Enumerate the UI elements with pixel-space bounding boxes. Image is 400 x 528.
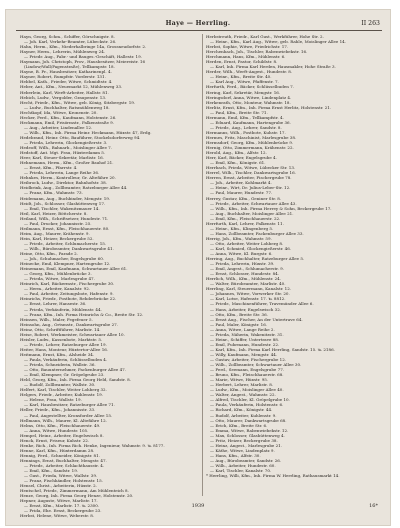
directory-entry: Herrig, Joh., Kfm., Wahmstr. 59. xyxy=(206,235,272,241)
directory-entry: — Paul, Maler, Königstr. 16. xyxy=(210,321,268,327)
directory-entry: Heinrichs, Friedr., Postbote, Rehderbrücke 22. xyxy=(20,296,117,302)
directory-entry: Henne, Karl, Kfm., Hüxterdamm 28. xyxy=(20,447,95,453)
directory-entry: Hahn, Herm., Kfm., Niederhalbringe 14a, Grossneudorfstr. 2. xyxy=(20,44,147,50)
directory-entry: Hensel, Christ., Arbeiterin, Hüxstr. 2. xyxy=(20,483,97,489)
directory-entry: Hecker, Ferd., Kfm., Kaufmann, Holstenstr. 26. xyxy=(20,114,117,120)
directory-entry: — Emil, Kfm., Fleischhauerstr. 22. xyxy=(210,215,281,221)
directory-entry: Held, Georg, Kfm., Inh. Firma Georg Held, Sandstr. 8. xyxy=(20,377,131,383)
directory-entry: — Anna, Witwe, Hundestr. 105. xyxy=(24,427,89,433)
directory-entry: Heinz, Otto, Schriftführer, Marlistr. 14. xyxy=(20,326,101,332)
directory-entry: — Ernst, Lehrer, Hansestr. 36. xyxy=(24,301,87,307)
directory-entry: Heckmann, Emil, Frisörmstr., Falkenstraße 9. xyxy=(20,119,114,125)
directory-entry: — Paula, Verkäuferin, Holstenstr. 6. xyxy=(210,402,284,408)
directory-entry: — Karl, Inh. Firma Karl Herden, Hausmakler, Hohe Straße 3. xyxy=(210,64,336,70)
directory-entry: Helgers, Friedr., Arbeiter, Kuhlenstr. 19. xyxy=(20,392,104,398)
signature-mark: 16* xyxy=(369,503,378,509)
directory-entry: Herr, Karl, Bäcker, Engelsgrube 4. xyxy=(206,155,277,161)
directory-entry: — Friedr. Aug., Fabr.- und Bauges.-Geschäft, Hallestr. 19. xyxy=(24,54,142,60)
directory-entry: Herchmann, Hans, Kfm., Mühlenstr. 6. xyxy=(206,54,286,60)
directory-entry: — Friedr., Lehrer, Ratzeburger Allee 19. xyxy=(24,341,107,347)
directory-entry: Heim, Aug., Maurer, Krähenstr. 9. xyxy=(20,230,90,236)
directory-entry: Hermanns, Wilh., Postbote, Kuhstr. 17. xyxy=(206,129,286,135)
directory-entry: — Heinr., Kfm., Breite Str. 40. xyxy=(210,74,272,80)
directory-entry: — Herbert, Lehrer, Marlistr. 8. xyxy=(210,382,274,388)
directory-entry: Heisler, Ludw., Kassenbote, Marktstr. 5. xyxy=(20,336,103,342)
directory-entry: — Franz, Kfm., Inh. Firma Heinrichs & Co., Breite Str. 12. xyxy=(24,311,144,317)
directory-entry: Herrfurth, Karl, Lehrer, Falkenstr. 11. xyxy=(206,220,284,226)
directory-entry: — Wilh., Kfm., Inh. Firma Heinr. Heckmann, Hüxstr. 47, Erdg. xyxy=(24,129,152,135)
directory-entry: — Anna, Witwe, Kl. Burgstr. 6. xyxy=(210,251,273,257)
left-column xyxy=(20,34,200,519)
directory-entry: Herrling, Karl, Steuermann, Kanalstr. 12. xyxy=(206,286,292,292)
directory-entry: — Frieda, Verkäuferin, Mühlenstr. 44. xyxy=(24,306,102,312)
directory-entry: Heiland, Wilh., Schriftsetzer, Hundestr. 71. xyxy=(20,215,109,221)
directory-entry: — Karl, Schmied, Glockengießerstr. 46. xyxy=(210,245,292,251)
directory-entry: — Paul, Kfm., Breite Str. 71. xyxy=(210,109,268,115)
directory-entry: Hedebrand, Heinr. Otto, Bauführer, Stockelsdorferweg 94. xyxy=(20,134,141,140)
directory-entry: — Emil, Fuhrmann, Hundestr. 22. xyxy=(210,341,280,347)
directory-entry: — Hans, Zollbeamter, Fackenburger Allee 33. xyxy=(210,230,304,236)
directory-entry: — Eduard, Kaufmann, Hartengrube 36. xyxy=(210,119,291,125)
directory-entry: — Ernst, Kfm., Pfarrstr. 4. xyxy=(24,165,78,171)
directory-entry: — Friedr., Arbeiter, Schlachthausstr. 4. xyxy=(24,462,105,468)
directory-entry: Hermann, Emil, Kfm., Tellkampfstr. 4. xyxy=(206,114,284,120)
directory-entry: — Friedr., Maschinenführer, Travemünder Allee 6. xyxy=(210,301,314,307)
directory-entry: Heinsohn, Aug., Ortsmstr., Dankwartsgrube 27. xyxy=(20,321,119,327)
directory-entry: Herrel, Wilh., Tischler, Dankwartsgrube 16. xyxy=(206,170,296,176)
directory-entry: — Joh., Schuhmacher, Engelsgrube 60. xyxy=(24,256,105,262)
directory-entry: Hellmann, Wilh., Maurer, Kl. Altefähre 12. xyxy=(20,417,107,423)
directory-entry: — Heinr., Wirt, Dr. Julius-Leber-Str. 12. xyxy=(210,185,291,191)
directory-entry: — Ludw., Kfm., Moislinger Allee 40. xyxy=(210,387,284,393)
directory-entry: Herbst, Sophie, Witwe, Friedrichstr. 17. xyxy=(206,44,289,50)
directory-entry: Hennig, Ferd., Schneider, Königstr. 81. xyxy=(20,452,100,458)
directory-entry: Haymann, Joh. Christoph, Prov., Hausbesitzer, Meiereistr. 16 (Lindow/Wall/Pagenstraße), Tellkampstr. 18. xyxy=(20,59,146,70)
directory-entry: Helfert, Karl, Tischler, Weiter Lohberg 32. xyxy=(20,387,107,393)
directory-entry: — Friedr., Arbeiter, Schwartauer Allee 43. xyxy=(210,200,297,206)
page-header xyxy=(6,18,390,30)
directory-entry: — Emil, Kfm., Königstr. 61. xyxy=(210,160,266,166)
directory-entry: Heber, Ant., Kfm., Neuemarkt 12, Mühlenweg 33. xyxy=(20,84,123,90)
directory-entry: — Hans, Arbeiter, Engelswisch 32. xyxy=(210,306,282,312)
directory-entry: Hebbel, Kath., Frieder, Witwe, Schmidtstr. 4. xyxy=(20,79,113,85)
directory-entry: — Paula, Verkäuferin, Schlüsselbuden 4. xyxy=(24,357,108,362)
directory-entry: Heidemann, Aug., Buchbinder, Mengstr. 19. xyxy=(20,195,111,201)
directory-entry: Hayner, Robert, Rumpfstr. Vorderstr. 131. xyxy=(20,74,106,80)
directory-entry: Heinsen, Wilh., Maler, Fegefeuer 5. xyxy=(20,316,93,322)
directory-entry: Hedeoff, Wilh., Bahnarb., Moislinger Allee 7. xyxy=(20,145,112,151)
directory-entry: Herbst, Helene, Witwe, Weberstr. 8. xyxy=(20,513,95,519)
page-footer xyxy=(6,503,390,509)
directory-entry: Herring, Aug., Buchhalter, Ratzeburger Allee 5. xyxy=(206,256,305,262)
directory-entry: Hayne, B. Pr., Hausbesitzer, Katharinenpl. 4. xyxy=(20,69,112,75)
directory-entry: — Otto, Kfm., Breite Str. 36. xyxy=(210,311,268,317)
directory-entry: Hempel, Heinr., Arbeiter, Engelswisch 8. xyxy=(20,432,104,438)
directory-entry: — Emil, Angest., Schlumacherstr. 9. xyxy=(210,266,284,272)
directory-entry: — Walter, Angest., Wahmstr. 22. xyxy=(210,392,276,398)
directory-entry: — Ferd., Seemann, Engelsgrube 77. xyxy=(210,367,285,373)
directory-entry: — Käthe, Witwe, Lindenplatz 9. xyxy=(210,447,275,453)
directory-entry: Heinecke, Emil, Klempner, Hartengrube 12. xyxy=(20,261,111,267)
directory-entry: — Aug., Buchhalter, Moislinger Allee 21. xyxy=(210,210,294,216)
directory-entry: Hein, Karl, Heizer, Beckergrube 52. xyxy=(20,235,94,241)
directory-entry: — Franz, Fischhändler, Holstenstr. 15. xyxy=(24,478,103,484)
directory-entry: — Paul, Angestellter, Kronsforder Allee 15. xyxy=(24,412,113,418)
directory-entry: Heberlein, Karl, Werft-Arbeiter, Hallstr. 81. xyxy=(20,89,109,95)
directory-entry: Hernig, Otto, Zimmermann, Krähenstr. 22. xyxy=(206,145,294,151)
directory-entry: — Alfred, Tischler, Kl. Gröpelgrube 10. xyxy=(210,397,290,403)
directory-entry: Hebich, Ludw., Vergolder, Graupenstr. 13. xyxy=(20,94,107,100)
directory-entry: Heilmann, Ernst, Kfm., Fleischhauerstr. 80. xyxy=(20,225,110,231)
directory-entry: — Frieda, Lehrerin, Glockengießerstr. 3. xyxy=(24,139,108,145)
directory-page xyxy=(6,10,390,525)
directory-entry: Herrey, Gustav, Kfm., Geniner Str. 8. xyxy=(206,195,282,201)
directory-entry: — Heinr., Kfm., Karl Aug., Witwe, geb. Rahle, Moislinger Allee 14. xyxy=(210,39,347,45)
directory-entry: Herrbach, Frieda, Witwe, Lübecker Str. 13. xyxy=(206,165,296,171)
directory-entry: — Gustav, Arbeiter, Fischergrube 12. xyxy=(210,357,287,362)
directory-entry: — Willy, Kaufmann, Mengstr. 44. xyxy=(210,351,278,357)
directory-entry: — Karl, Kfm., Inh. Firma Karl Herrling, Sandstr. 15. ℡ 2186. xyxy=(210,346,335,352)
directory-entry: Herrlich, Wilh., Kfm., Mühlenstr. 24. xyxy=(206,276,282,282)
directory-entry: Heine, Otto, Kfm., Parade 2. xyxy=(20,251,79,257)
directory-entry: Hepner, Auguste, Witwe, Marlistr. 17. xyxy=(20,498,98,504)
directory-entry: — Richard, Kfm., Königstr. 44. xyxy=(210,407,273,413)
directory-entry: — Rudolf, Zollbeamter, Wallstr. 30. xyxy=(24,382,96,388)
directory-entry: — Georg, Kfm., Mühlenbrücke 3. xyxy=(24,271,92,277)
footer-year: 1939 xyxy=(191,503,205,509)
directory-entry: Hayn, Georg, Schm., Schiffer, Görschnigstr. 8. xyxy=(20,34,115,39)
directory-entry: — Erich, Kfm., Breite Str. 6. xyxy=(210,422,268,428)
directory-entry: Herlitz, Ernst, Kfm., Inh. Firma Ernst Herlitz, Holstenstr. 21. xyxy=(206,104,332,110)
directory-entry: — Karl, Tischler, Kanalstr. 70. xyxy=(210,468,272,474)
directory-entry: — Emil, Klempner, Gr. Gröpelgrube 23. xyxy=(24,372,105,378)
directory-entry: Herbstreuth, Friedr., Karl Gust., Werkführer, Hohe Str. 2. xyxy=(206,34,324,39)
directory-entry: — Emma, Witwe, Rabenwiebekstr. 12. xyxy=(210,427,289,433)
directory-entry: Henck, Ernst, Friseur, Kuhstr. 22. xyxy=(20,437,90,443)
directory-entry: — Frida, Ehe. Ernst, Beckergrube 23. xyxy=(24,508,102,514)
directory-entry: — Herm., Arbeiter, Kanalstr. 92. xyxy=(24,286,91,292)
directory-entry: — Frieda, Lehrerin, Hüxstr. 39. xyxy=(210,261,275,267)
header-rule xyxy=(16,30,382,31)
directory-entry: — Paul, Arbeiter, Zeitungsbote, Hafenstr. 9. xyxy=(24,291,114,297)
directory-entry: Heidbrink, Aug., Zollbeamter, Ratzeburger Allee 44. xyxy=(20,185,128,191)
directory-entry: Heise, Robert, Werkmeister, Schwartauer Allee 10. xyxy=(20,331,125,337)
directory-entry: — Paul, Drucker, Johannisstr. 25. xyxy=(24,220,92,226)
directory-entry: Herkenrath, Otto, Monteur, Wahmstr. 18. xyxy=(206,99,291,105)
directory-entry: — Walter, Bürobeamter, Marlistr. 40. xyxy=(210,281,286,287)
directory-entry: Herold, Aug., Kfm., Alfstr. 12. xyxy=(206,150,267,156)
directory-entry: — Gust., Frieda, Witwe, Wallstr. 39. xyxy=(24,473,98,479)
directory-entry: — Franz, Kfm., Wahmstr. 73. xyxy=(24,190,83,196)
directory-entry: Heil, Karl, Heizer, Böttcherstr. 8. xyxy=(20,210,88,216)
directory-entry: Hehnemann, Herm., Kfm., Großer Bauhof 21. xyxy=(20,160,114,166)
directory-entry: Hehnkes, Herm., Kontrolleur, Gr. Altefähre 20. xyxy=(20,175,116,181)
directory-entry: Henze, Georg, Inh. Firma Georg Henze, Holstenstr. 20. xyxy=(20,493,134,499)
directory-entry: — Ludw., Buchhalter, Ratsmühlenweg 18. xyxy=(24,104,110,110)
directory-entry: Hennings, Ernst, Buchhalter, Mengstr. 47. xyxy=(20,457,107,463)
directory-entry: — Friedr., Arbeiter, Schlumacherstr. 15. xyxy=(24,240,107,246)
directory-entry: Heer, Karl, Steuer-Sekretär, Marlistr. 16. xyxy=(20,155,105,161)
directory-entry: * Herrling, Willi, Kfm., Inh. Firma W. Herrling, Rathausmarkt 14. xyxy=(206,473,340,479)
directory-entry: — Emil, Kfm., Sandstr. 19. xyxy=(24,468,79,474)
directory-entry: Helms, Otto, Kfm., Fleischhauerstr. 49. xyxy=(20,422,101,428)
directory-entry: — Friedr., Aug., Lehrer, Sandstr. 8. xyxy=(210,124,282,130)
directory-entry: — Joh. Karl, Verkehr-Beamter, Lübeckstr. 26. xyxy=(24,39,117,45)
directory-entry: Herfurth, Ferd., Bäcker, Schlüsselbuden 7. xyxy=(206,84,294,90)
directory-entry: Herchenbach, Joh., Tischler, Rabenwiebekstr. 16. xyxy=(206,49,308,55)
directory-entry: — Emil, Tischler, Wakenitzmauer 14. xyxy=(24,205,100,211)
directory-entry: — Aug., Arbeiter, Lindenallee 12. xyxy=(24,124,93,130)
directory-entry: — Helene, Frau, Wallstr. 19. xyxy=(24,397,82,403)
running-title: Haye — Herrling. xyxy=(165,20,231,27)
directory-entry: — Karl, Lotse, Hafenstr. 17. ℡ 8812. xyxy=(210,296,286,302)
directory-entry: — Otto, Bauunternehmer, Fackenburger Allee 47. xyxy=(24,367,127,373)
directory-entry: — Frieda, Lehrerin, Lange Reihe 36. xyxy=(24,170,100,176)
directory-entry: Hering, Karl, Sekretär, Mengstr. 16. xyxy=(206,89,281,95)
directory-entry: Heidt, Joh., Schlosser, Glashüttenweg 17. xyxy=(20,200,106,206)
directory-entry: Heller, Friedr., Kfm., Johannisstr. 33. xyxy=(20,407,96,413)
directory-entry: — Aug., Bürobeamter, Sandstr. 26. xyxy=(210,457,282,463)
directory-entry: Hermes, Fritz, Maschinist, Marlesgrube 38. xyxy=(206,134,297,140)
directory-entry: — Marie, Witwe, Hüxstr. 95. xyxy=(210,377,269,383)
directory-entry: — Heinr., Kfm., Klingenberg 5. xyxy=(210,225,274,231)
directory-entry: — Fritz, Heizer, Beckergrube 38. xyxy=(210,437,278,443)
directory-entry: Heringsdorf, Anna, Witwe, Lindenplatz 4. xyxy=(206,94,292,100)
directory-entry: Hedstoff, Ant. Mgt. Frau, Hüxterdamm 5. xyxy=(20,150,106,156)
directory-entry: — Joh., Arbeiter, Kohlmarkt 4. xyxy=(210,180,272,186)
directory-entry: — Otto, Arbeiter, Weiter Lohberg 8. xyxy=(210,240,284,246)
directory-entry: — Otto, Maurer, Dankwartsgrube 68. xyxy=(210,417,287,423)
directory-entry: Heinemann, Emil, Kaufmann, Schwartauer Allee 61. xyxy=(20,266,128,272)
directory-entry: — Karl, Hausbesitzer, Ratzeburger Allee 71. xyxy=(24,402,115,408)
directory-entry: — Paul, Maurer, Hundestr. 77. xyxy=(210,190,273,196)
column-divider xyxy=(202,34,203,496)
directory-entry: — Frieda, Näherin, Wakenitzstr. 31. xyxy=(210,331,284,337)
directory-entry: — Karl Aug., Witwe, Pfaffenstr. 7. xyxy=(210,79,279,85)
directory-entry: Heibrock, Ludw., Direktor, Bahnhofstr. 38. xyxy=(20,180,107,186)
page-number: II 263 xyxy=(361,20,380,27)
directory-entry: Herder, Wilh., Werft-Angest., Hundestr. 8. xyxy=(206,69,293,75)
directory-entry: — Ernst, Schlosser, Hundestr. 84. xyxy=(210,271,280,277)
directory-entry: — Wilh., Bürobeamter, Dankwartsgrube 41. xyxy=(24,245,114,251)
directory-entry: — Ernst Aug., Fischer, An der Untertrave 64. xyxy=(210,316,303,322)
right-column xyxy=(206,34,386,478)
directory-entry: — Rudolf, Arbeiter, Kuhlenstr. 9. xyxy=(210,412,277,418)
directory-entry: — Heinr., Schiffer, Untertrave 88. xyxy=(210,336,280,342)
directory-entry: — Wilh., Arbeiter, Hundestr. 60. xyxy=(210,462,276,468)
directory-entry: — Bruno, Kfm., Fleischhauerstr. 68. xyxy=(210,372,284,378)
directory-entry: — Anna, Witwe, Lange Reihe 2. xyxy=(210,326,275,332)
directory-entry: — Hans, Kfm., Alfstr. 30. xyxy=(210,452,261,458)
directory-entry: Hentschel, Friedr., Zimmermann, Am Mühlenteich 8. xyxy=(20,488,129,494)
directory-entry: — Ernst, Kfm., Marlistr. 17. ℡ 2300. xyxy=(24,503,100,509)
directory-entry: Herden, Ernst, Pastor, Schildstr. 8. xyxy=(206,59,278,65)
directory-entry: Heiter, Hans, Monteur, Hüxtertor-Allee 16. xyxy=(20,346,109,352)
directory-entry: — Frieda, Witwe, Marlesgrube 47. xyxy=(24,276,95,282)
directory-entry: — Max, Schlosser, Glashüttenweg 4. xyxy=(210,432,285,438)
directory-entry: — Frieda, Schneiderin, Wallstr. 36. xyxy=(24,362,96,368)
directory-entry: Hayner, Herm., Lehrerin, Mühlenweg 24. xyxy=(20,49,106,55)
directory-entry: Herren, Ernst, Arbeiter, Fischergrube 78. xyxy=(206,175,292,181)
directory-entry: Hechtkopf, Ida, Witwe, Kronenstr. 20. xyxy=(20,109,98,115)
directory-entry: — Heinz, Angest., Marlesgrube 21. xyxy=(210,442,283,448)
directory-entry: — Wilh., Kfm., Inh. Firma Herrey & Sohn, Beckergrube 17. xyxy=(210,205,332,211)
directory-entry: Hermsdorf, Georg, Kfm., Mühlenbrücke 9. xyxy=(206,139,294,145)
directory-entry: — Johannes, Witwe, Vorwerker Str. 20. xyxy=(210,291,290,297)
directory-entry: — Wilh., Zollbeamter, Schwartauer Allee 30. xyxy=(210,362,302,368)
directory-entry: Henke, Rich., Inh. Firma Rich. Henke, Ingenieur, Wahmstr. 9. ℡ 8177. xyxy=(20,442,165,448)
directory-entry: Hecht, Friedr., Kfm., Witwe, geb. König, Sitzbergstr. 19. xyxy=(20,99,136,105)
directory-entry: Heitmann, Ernst, Kfm., Alsheide 34. xyxy=(20,351,95,357)
directory-entry: Heinrich, Karl, Bäckermstr., Fischergrube 30. xyxy=(20,281,115,287)
